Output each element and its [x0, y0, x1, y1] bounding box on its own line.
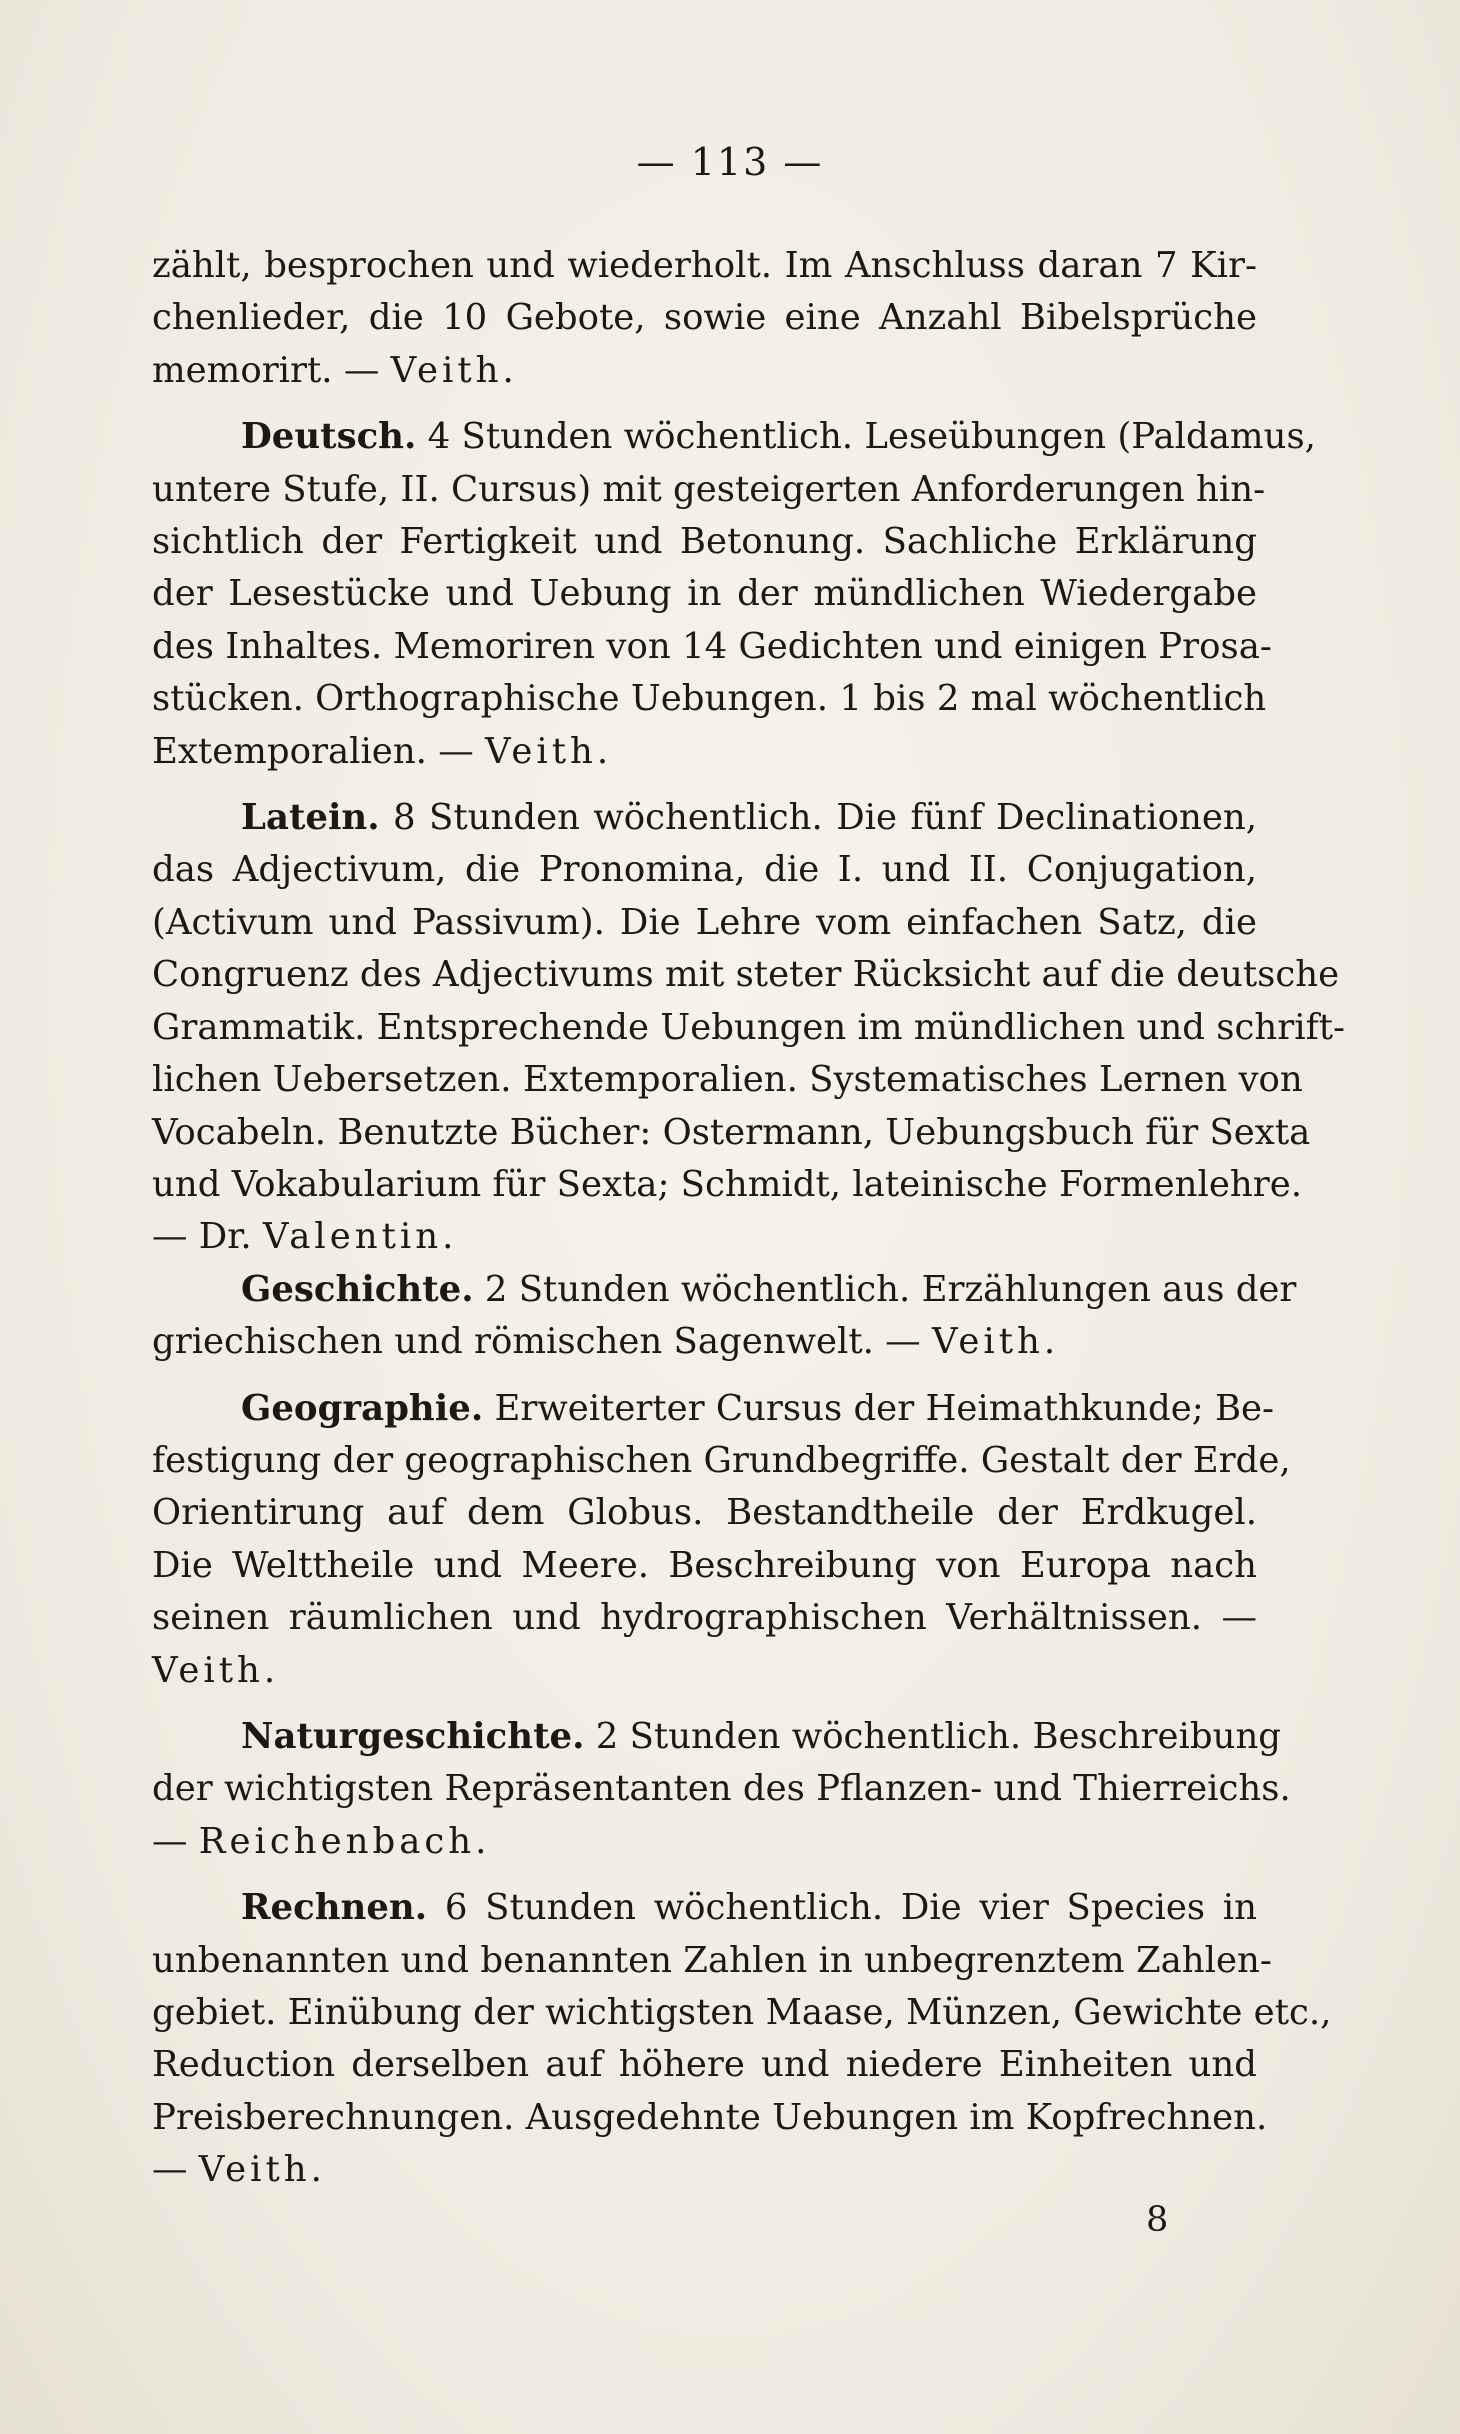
text-line: (Activum und Passivum). Die Lehre vom einfachen Satz, die	[152, 901, 1257, 943]
paragraph-rechnen	[152, 1882, 1332, 2196]
line-text: Extemporalien. —	[152, 730, 486, 772]
text-line: zählt, besprochen und wiederholt. Im Anschluss daran 7 Kir-	[152, 245, 1257, 286]
text-line	[152, 1211, 1257, 1263]
paragraph-geographie	[152, 1383, 1291, 1697]
subject-title: Geschichte.	[241, 1268, 474, 1310]
text-line: das Adjectivum, die Pronomina, die I. und II. Conjugation,	[152, 849, 1257, 891]
line-text: —	[152, 2149, 199, 2191]
page-number-header: — 113 —	[636, 140, 824, 184]
text-line: chenlieder, die 10 Gebote, sowie eine Anzahl Bibelsprüche	[152, 297, 1257, 339]
text-line	[152, 411, 1316, 463]
line-text: 2 Stunden wöchentlich. Beschreibung	[584, 1715, 1282, 1757]
text-line: und Vokabularium für Sexta; Schmidt, lateinische Formenlehre.	[152, 1163, 1303, 1205]
subject-title: Naturgeschichte.	[241, 1715, 585, 1757]
line-text: — Dr.	[152, 1216, 263, 1258]
text-line: stücken. Orthographische Uebungen. 1 bis 2 mal wöchentlich	[152, 678, 1267, 720]
text-line	[152, 1816, 1257, 1868]
text-line	[152, 345, 1257, 397]
teacher-name: Valentin.	[262, 1216, 458, 1258]
line-text: 8 Stunden wöchentlich. Die fünf Declinationen,	[379, 797, 1257, 839]
line-text: griechischen und römischen Sagenwelt. —	[152, 1321, 932, 1363]
text-line	[152, 2144, 1257, 2196]
text-line	[152, 1645, 1257, 1697]
text-line: Die Welttheile und Meere. Beschreibung von Europa nach	[152, 1544, 1257, 1586]
text-line: Orientirung auf dem Globus. Bestandtheile der Erdkugel.	[152, 1492, 1257, 1534]
text-line: Grammatik. Entsprechende Uebungen im mündlichen und schrift-	[152, 1006, 1345, 1048]
teacher-name: Veith.	[198, 2149, 326, 2191]
subject-title: Deutsch.	[241, 416, 417, 458]
text-line: sichtlich der Fertigkeit und Betonung. Sachliche Erklärung	[152, 521, 1257, 563]
paragraph-latein	[152, 792, 1345, 1264]
line-text: memorirt. —	[152, 349, 391, 391]
text-line: festigung der geographischen Grundbegriffe. Gestalt der Erde,	[152, 1439, 1291, 1481]
text-line: der wichtigsten Repräsentanten des Pflanzen- und Thierreichs.	[152, 1768, 1291, 1810]
text-line	[152, 1711, 1282, 1763]
paragraph-deutsch	[152, 411, 1316, 778]
line-text: Erweiterter Cursus der Heimathkunde; Be-	[483, 1387, 1275, 1429]
line-text: 6 Stunden wöchentlich. Die vier Species in	[427, 1887, 1257, 1929]
subject-title: Latein.	[241, 797, 380, 839]
text-line: Vocabeln. Benutzte Bücher: Ostermann, Uebungsbuch für Sexta	[152, 1111, 1311, 1153]
line-text: 2 Stunden wöchentlich. Erzählungen aus der	[473, 1268, 1297, 1310]
text-line: seinen räumlichen und hydrographischen Verhältnissen. —	[152, 1597, 1257, 1639]
teacher-name: Veith.	[931, 1321, 1060, 1363]
teacher-name: Reichenbach.	[198, 1820, 491, 1862]
text-line: untere Stufe, II. Cursus) mit gesteigerten Anforderungen hin-	[152, 468, 1266, 510]
text-line: Reduction derselben auf höhere und niedere Einheiten und	[152, 2044, 1257, 2086]
line-text: —	[152, 1820, 199, 1862]
teacher-name: Veith.	[485, 730, 613, 772]
text-line: gebiet. Einübung der wichtigsten Maase, Münzen, Gewichte etc.,	[152, 1992, 1332, 2033]
text-line: Preisberechnungen. Ausgedehnte Uebungen im Kopfrechnen.	[152, 2096, 1268, 2138]
paragraph-religion-continued	[152, 240, 1257, 397]
text-line: unbenannten und benannten Zahlen in unbegrenztem Zahlen-	[152, 1939, 1272, 1981]
text-line	[152, 1316, 1257, 1368]
text-line	[152, 792, 1257, 844]
text-line	[152, 1383, 1275, 1435]
text-line	[152, 726, 1257, 778]
text-line	[152, 1882, 1257, 1934]
line-text: 4 Stunden wöchentlich. Leseübungen (Paldamus,	[416, 416, 1316, 458]
paragraph-naturgeschichte	[152, 1711, 1291, 1868]
document-body	[152, 240, 1345, 2197]
text-line: des Inhaltes. Memoriren von 14 Gedichten und einigen Prosa-	[152, 625, 1272, 667]
text-line: Congruenz des Adjectivums mit steter Rücksicht auf die deutsche	[152, 954, 1340, 996]
subject-title: Geographie.	[241, 1387, 484, 1429]
text-line: lichen Uebersetzen. Extemporalien. Systematisches Lernen von	[152, 1059, 1303, 1101]
teacher-name: Veith.	[152, 1649, 280, 1691]
text-line: der Lesestücke und Uebung in der mündlichen Wiedergabe	[152, 573, 1257, 615]
paragraph-geschichte	[152, 1264, 1297, 1369]
text-line	[152, 1264, 1297, 1316]
subject-title: Rechnen.	[241, 1887, 428, 1929]
teacher-name: Veith.	[390, 349, 518, 391]
printer-signature-mark: 8	[1146, 2200, 1169, 2240]
